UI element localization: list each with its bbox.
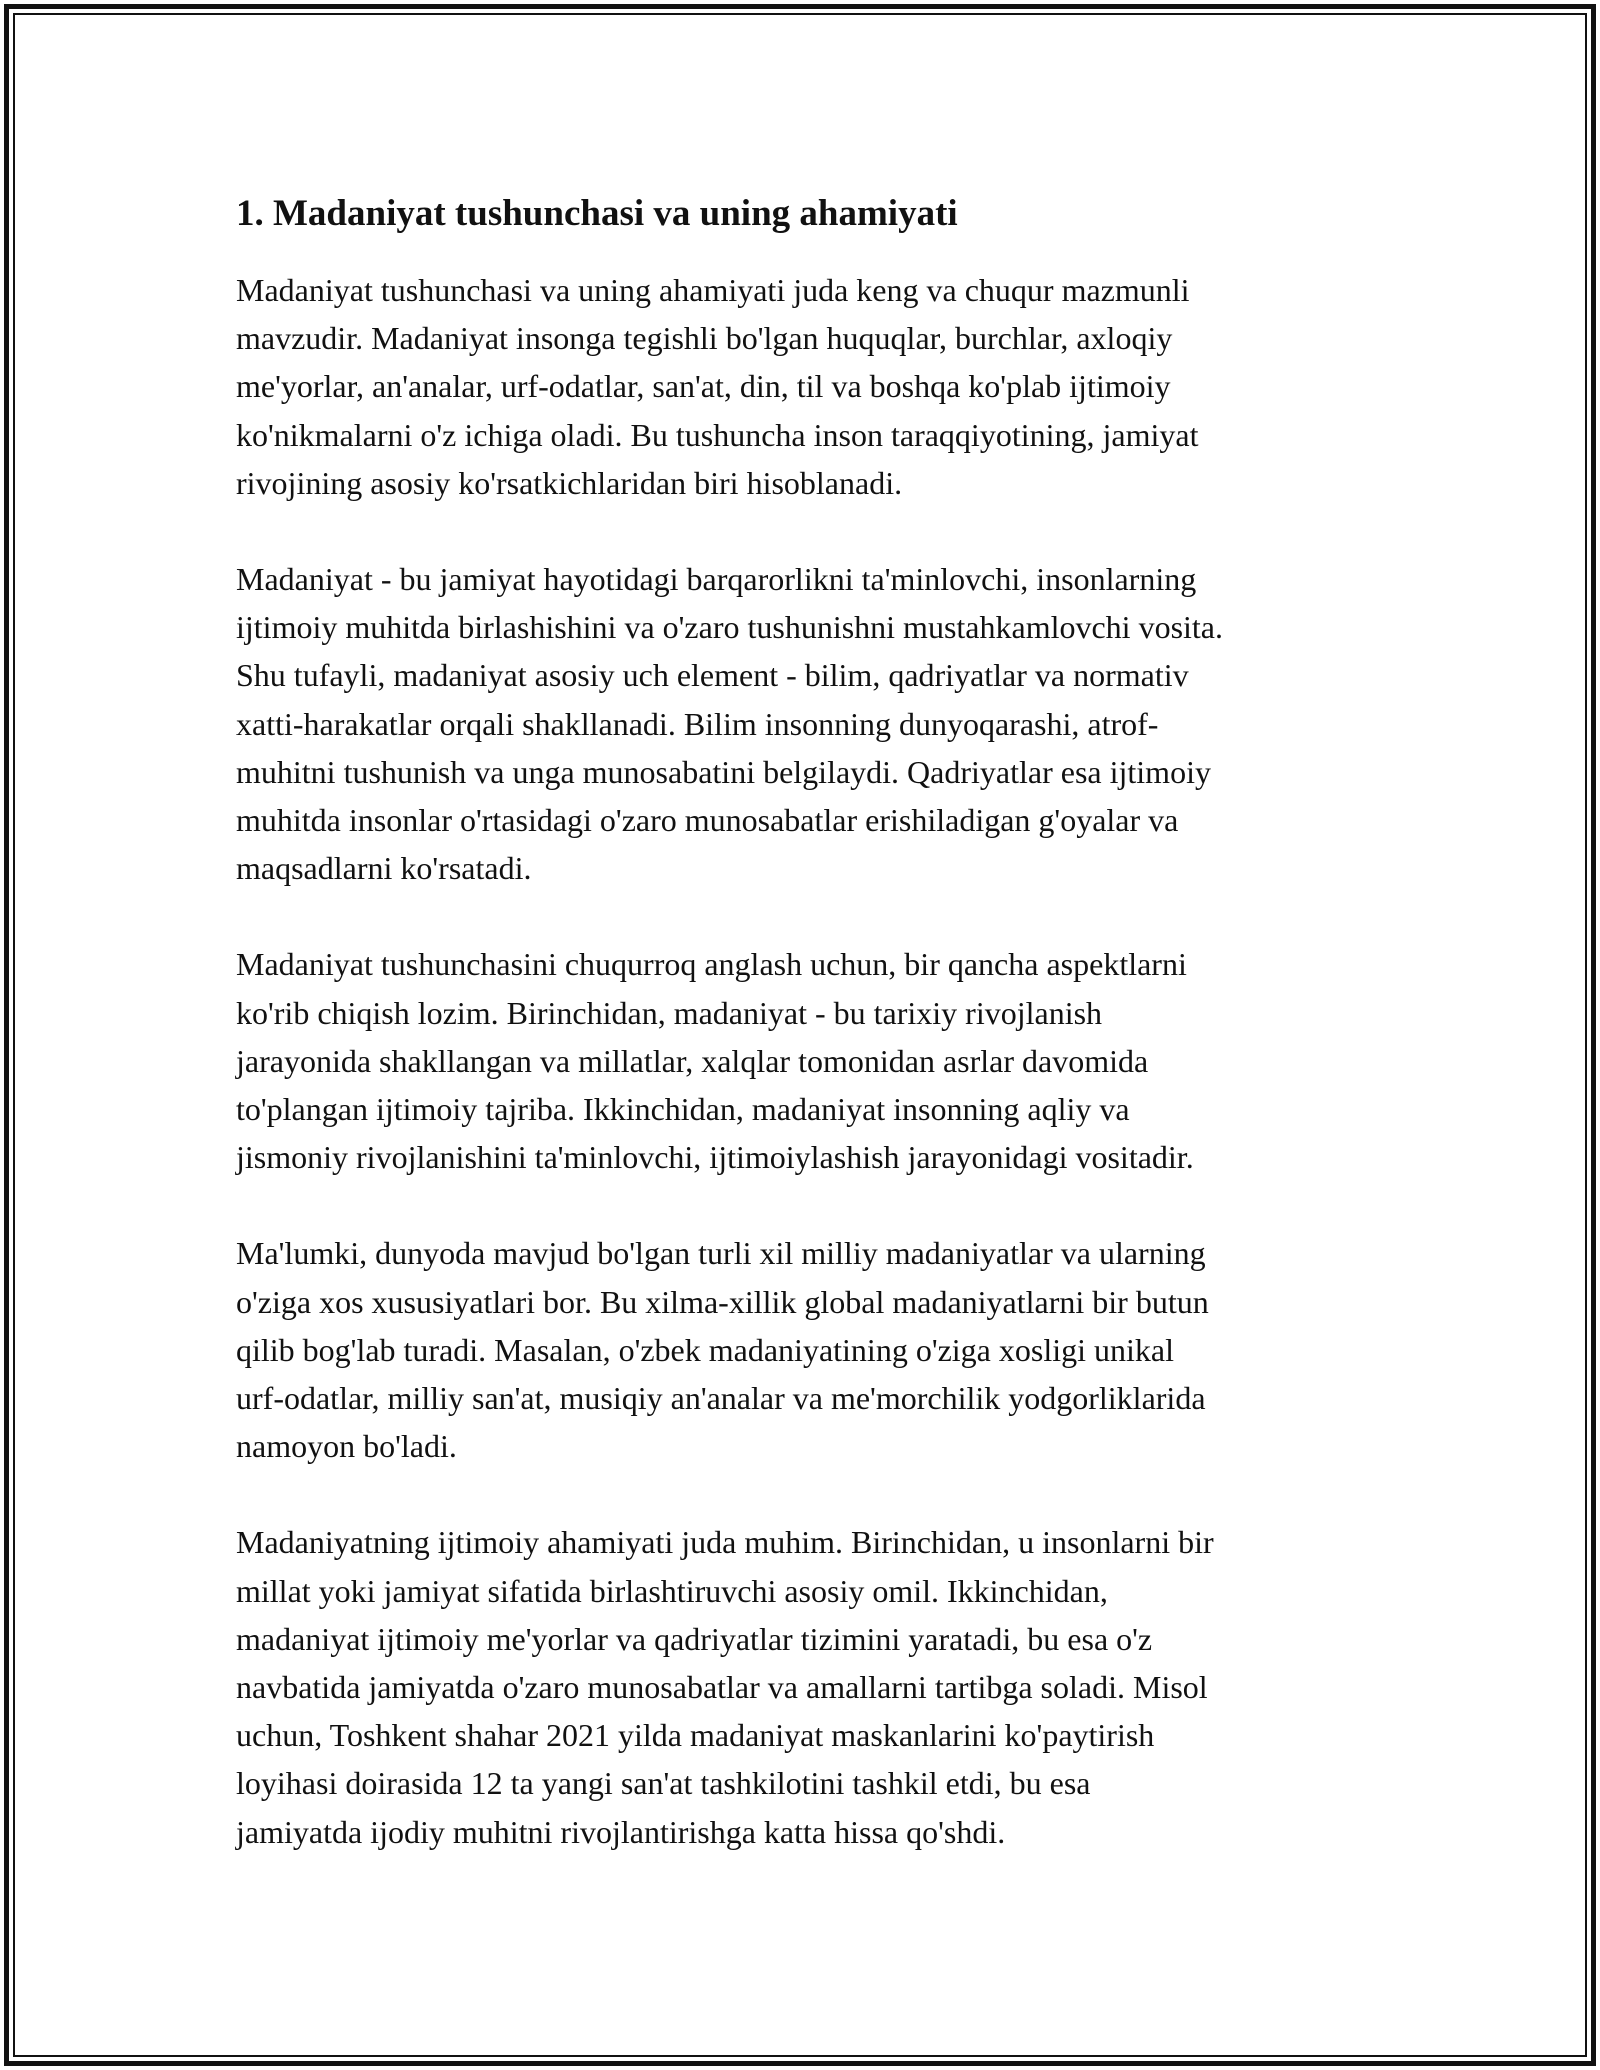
paragraph-line: xatti-harakatlar orqali shakllanadi. Bilim insonning dunyoqarashi, atrof-: [236, 705, 1159, 742]
paragraph-line: jismoniy rivojlanishini ta'minlovchi, ijtimoiylashish jarayonidagi vositadir.: [236, 1139, 1194, 1176]
paragraph-line: muhitda insonlar o'rtasidagi o'zaro munosabatlar erishiladigan g'oyalar va: [236, 802, 1179, 839]
paragraph-line: uchun, Toshkent shahar 2021 yilda madaniyat maskanlarini ko'paytirish: [236, 1717, 1155, 1754]
paragraph-line: qilib bog'lab turadi. Masalan, o'zbek madaniyatining o'ziga xosligi unikal: [236, 1331, 1174, 1368]
paragraph-line: madaniyat ijtimoiy me'yorlar va qadriyatlar tizimini yaratadi, bu esa o'z: [236, 1620, 1153, 1657]
paragraph: [236, 1518, 1376, 1855]
paragraph-line: mavzudir. Madaniyat insonga tegishli bo'lgan huquqlar, burchlar, axloqiy: [236, 320, 1173, 357]
paragraph-line: rivojining asosiy ko'rsatkichlaridan biri hisoblanadi.: [236, 464, 903, 501]
paragraph: [236, 266, 1376, 507]
document-body: [236, 188, 1376, 1904]
paragraph-line: ko'nikmalarni o'z ichiga oladi. Bu tushuncha inson taraqqiyotining, jamiyat: [236, 416, 1199, 453]
paragraph: [236, 940, 1376, 1181]
paragraph-line: Madaniyatning ijtimoiy ahamiyati juda muhim. Birinchidan, u insonlarni bir: [236, 1524, 1214, 1561]
paragraph-line: namoyon bo'ladi.: [236, 1428, 457, 1465]
paragraph-line: navbatida jamiyatda o'zaro munosabatlar va amallarni tartibga soladi. Misol: [236, 1669, 1208, 1706]
paragraph-line: jamiyatda ijodiy muhitni rivojlantirishga katta hissa qo'shdi.: [236, 1813, 1006, 1850]
paragraph-line: Madaniyat - bu jamiyat hayotidagi barqarorlikni ta'minlovchi, insonlarning: [236, 561, 1197, 598]
paragraph-list: [236, 266, 1376, 1856]
paragraph: [236, 555, 1376, 892]
paragraph-line: Ma'lumki, dunyoda mavjud bo'lgan turli xil milliy madaniyatlar va ularning: [236, 1235, 1206, 1272]
paragraph-line: loyihasi doirasida 12 ta yangi san'at tashkilotini tashkil etdi, bu esa: [236, 1765, 1091, 1802]
paragraph-line: muhitni tushunish va unga munosabatini belgilaydi. Qadriyatlar esa ijtimoiy: [236, 753, 1211, 790]
paragraph: [236, 1229, 1376, 1470]
paragraph-line: ijtimoiy muhitda birlashishini va o'zaro tushunishni mustahkamlovchi vosita.: [236, 609, 1223, 646]
paragraph-line: millat yoki jamiyat sifatida birlashtiruvchi asosiy omil. Ikkinchidan,: [236, 1572, 1108, 1609]
paragraph-line: Madaniyat tushunchasini chuqurroq anglash uchun, bir qancha aspektlarni: [236, 946, 1187, 983]
section-heading: 1. Madaniyat tushunchasi va uning ahamiyati: [236, 193, 958, 234]
paragraph-line: Shu tufayli, madaniyat asosiy uch element - bilim, qadriyatlar va normativ: [236, 657, 1189, 694]
paragraph-line: jarayonida shakllangan va millatlar, xalqlar tomonidan asrlar davomida: [236, 1042, 1149, 1079]
paragraph-line: maqsadlarni ko'rsatadi.: [236, 850, 532, 887]
paragraph-line: ko'rib chiqish lozim. Birinchidan, madaniyat - bu tarixiy rivojlanish: [236, 994, 1103, 1031]
paragraph-line: me'yorlar, an'analar, urf-odatlar, san'at, din, til va boshqa ko'plab ijtimoiy: [236, 368, 1171, 405]
paragraph-line: Madaniyat tushunchasi va uning ahamiyati juda keng va chuqur mazmunli: [236, 272, 1190, 308]
paragraph-line: to'plangan ijtimoiy tajriba. Ikkinchidan, madaniyat insonning aqliy va: [236, 1091, 1130, 1128]
paragraph-line: o'ziga xos xususiyatlari bor. Bu xilma-xillik global madaniyatlarni bir butun: [236, 1283, 1209, 1320]
paragraph-line: urf-odatlar, milliy san'at, musiqiy an'analar va me'morchilik yodgorliklarida: [236, 1380, 1206, 1417]
